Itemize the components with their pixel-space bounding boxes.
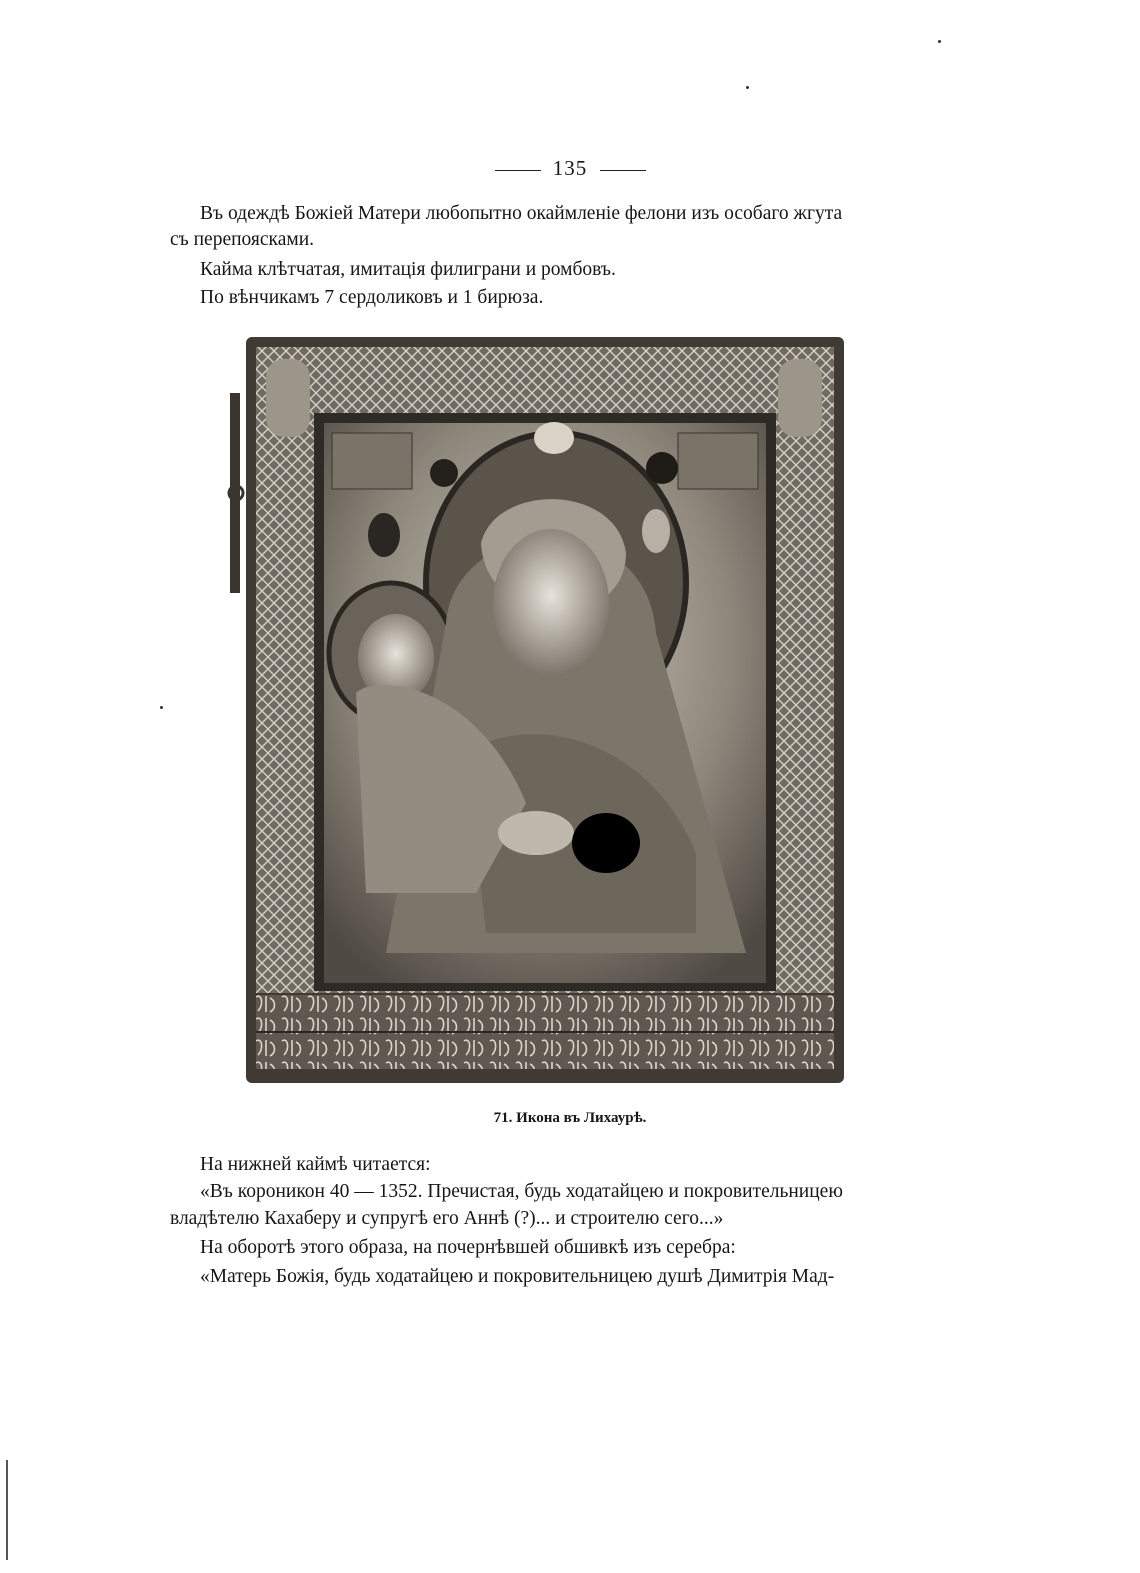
paragraph-line: съ перепоясками. <box>170 229 315 250</box>
gem <box>646 452 678 484</box>
page-number-rule-left <box>495 170 541 171</box>
scan-edge-line <box>6 1460 8 1560</box>
icon-photograph <box>226 333 866 1087</box>
gem <box>642 509 670 553</box>
paragraph-line: «Въ короникон 40 — 1352. Пречистая, будь ходатайцею и покровительницею <box>200 1181 843 1202</box>
corner-saint-right <box>778 359 822 437</box>
paragraph-line: На нижней каймѣ читается: <box>200 1154 431 1175</box>
page-number-rule-right <box>600 170 646 171</box>
hand <box>572 813 640 873</box>
corner-saint-left <box>266 359 310 437</box>
monogram-right <box>678 433 758 489</box>
monogram-left <box>332 433 412 489</box>
gem <box>368 513 400 557</box>
page-number-text: 135 <box>552 156 588 180</box>
scan-speck <box>938 40 941 43</box>
hand <box>498 811 574 855</box>
scan-speck <box>746 86 749 89</box>
gem <box>534 422 574 454</box>
scan-speck <box>160 706 163 709</box>
gem <box>430 459 458 487</box>
page-number <box>0 156 1140 181</box>
paragraph-line: На оборотѣ этого образа, на почернѣвшей обшивкѣ изъ серебра: <box>200 1237 736 1258</box>
paragraph-line: владѣтелю Кахаберу и супругѣ его Аннѣ (?)... и строителю сего...» <box>170 1208 724 1229</box>
hinge-left <box>230 393 240 593</box>
paragraph-line: Въ одеждѣ Божіей Матери любопытно окаймленіе фелони изъ особаго жгута <box>200 203 843 224</box>
paragraph-line: Кайма клѣтчатая, имитація филиграни и ромбовъ. <box>200 259 616 280</box>
virgin-face <box>493 529 609 677</box>
figure-caption: 71. Икона въ Лихаурѣ. <box>493 1110 647 1126</box>
paragraph-line: «Матерь Божія, будь ходатайцею и покровительницею душѣ Димитрія Мад- <box>200 1266 835 1287</box>
paragraph-line: По вѣнчикамъ 7 сердоликовъ и 1 бирюза. <box>200 287 544 308</box>
